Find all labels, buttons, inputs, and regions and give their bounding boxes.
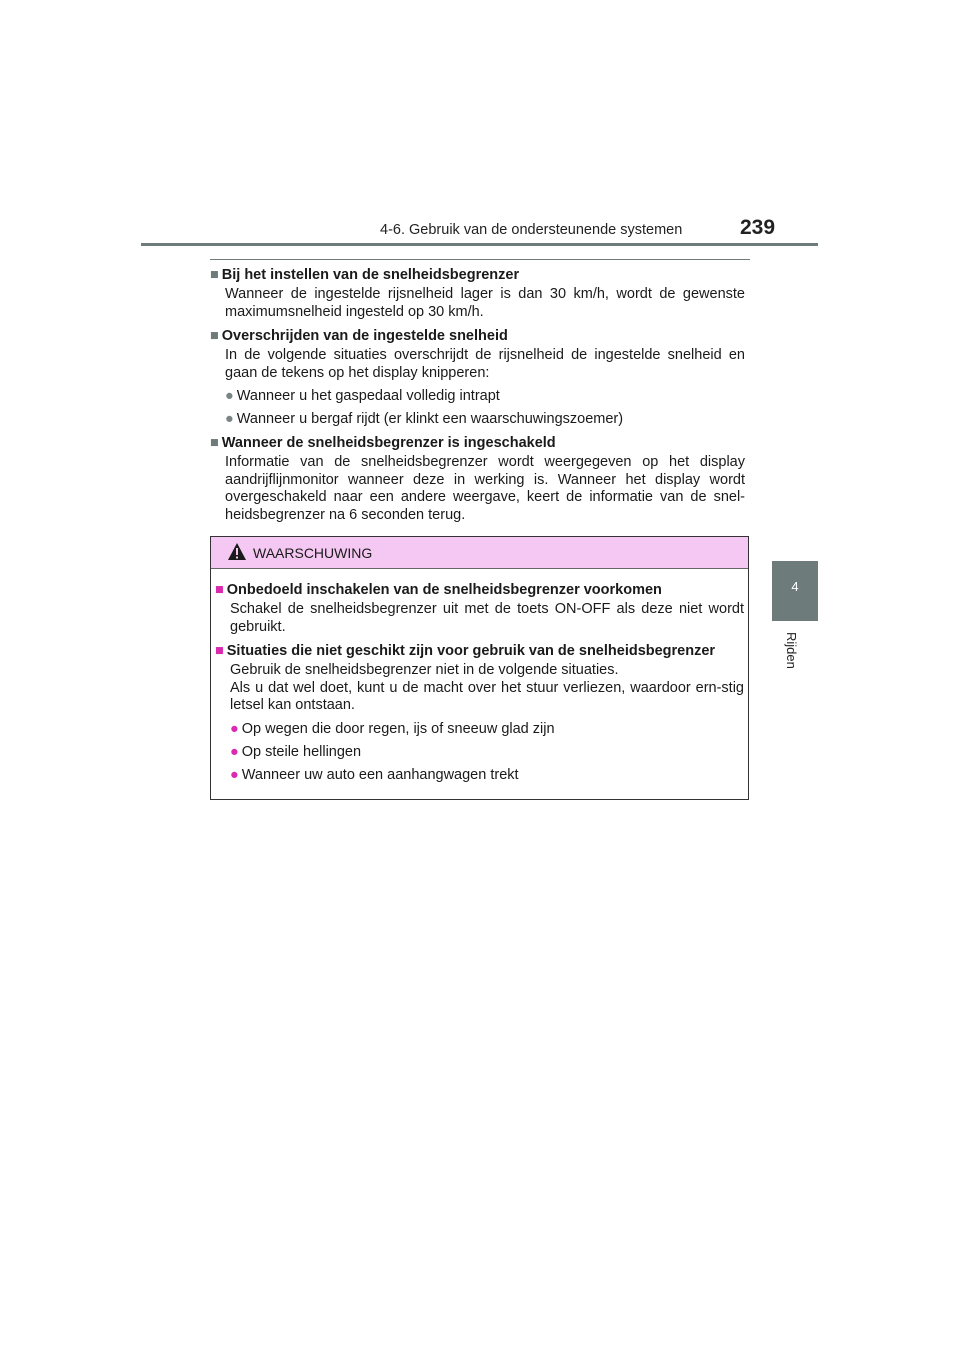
warning-triangle-icon — [227, 542, 247, 564]
chapter-number: 4 — [791, 579, 799, 594]
chapter-tab — [772, 561, 818, 621]
list-item: ● Op steile hellingen — [230, 743, 362, 760]
square-bullet-icon: ■ — [210, 435, 219, 451]
section-title: Wanneer de snelheidsbegrenzer is ingeschakeld — [221, 435, 556, 451]
bullet-list — [230, 720, 744, 784]
circle-bullet-icon: ● — [230, 720, 239, 737]
header-title: 4-6. Gebruik van de ondersteunende systemen — [380, 222, 683, 238]
list-item: ● Op wegen die door regen, ijs of sneeuw glad zijn — [230, 720, 555, 737]
warning-header — [211, 537, 748, 569]
content-rule — [210, 259, 750, 260]
warning-section — [215, 642, 744, 784]
circle-bullet-icon: ● — [225, 388, 234, 404]
circle-bullet-icon: ● — [230, 743, 239, 760]
section-setting-limiter — [210, 266, 745, 321]
warning-section — [215, 581, 744, 636]
circle-bullet-icon: ● — [230, 766, 239, 783]
warning-body — [211, 569, 748, 784]
list-item: ● Wanneer uw auto een aanhangwagen trekt — [230, 766, 519, 783]
section-title: Bij het instellen van de snelheidsbegrenzer — [221, 267, 520, 283]
warning-label: WAARSCHUWING — [253, 545, 373, 561]
square-bullet-icon: ■ — [215, 582, 224, 598]
section-title: Onbedoeld inschakelen van de snelheidsbegrenzer voorkomen — [226, 582, 662, 598]
section-exceeding-speed — [210, 327, 745, 428]
page-number: 239 — [740, 216, 776, 239]
section-body: Wanneer de ingestelde rijsnelheid lager is dan 30 km/h, wordt de gewenste maximumsnelheid ingesteld op 30 km/h. — [225, 286, 745, 320]
square-bullet-icon: ■ — [210, 267, 219, 283]
section-body: In de volgende situaties overschrijdt de rijsnelheid de ingestelde snelheid en gaan de tekens op het display knipperen: — [225, 347, 745, 381]
header-rule — [141, 243, 818, 246]
square-bullet-icon: ■ — [215, 643, 224, 659]
chapter-label: Rijden — [784, 632, 799, 669]
list-item: ● Wanneer u het gaspedaal volledig intrapt — [225, 388, 500, 404]
square-bullet-icon: ■ — [210, 328, 219, 344]
bullet-list — [225, 387, 745, 428]
section-title: Situaties die niet geschikt zijn voor gebruik van de snelheidsbegrenzer — [226, 643, 716, 659]
main-content — [210, 266, 745, 530]
section-limiter-enabled — [210, 434, 745, 524]
list-item: ● Wanneer u bergaf rijdt (er klinkt een waarschuwingszoemer) — [225, 411, 624, 427]
section-body: Gebruik de snelheidsbegrenzer niet in de volgende situaties. Als u dat wel doet, kunt u de macht over het stuur verliezen, waardoor ern-stig letsel kan ontstaan. — [230, 662, 744, 713]
section-body: Schakel de snelheidsbegrenzer uit met de toets ON-OFF als deze niet wordt gebruikt. — [230, 601, 744, 635]
circle-bullet-icon: ● — [225, 411, 234, 427]
warning-box — [210, 536, 749, 800]
section-body: Informatie van de snelheidsbegrenzer wordt weergegeven op het display aandrijflijnmonitor wanneer deze in werking is. Wanneer het display wordt overgeschakeld naar een andere weergave, keert de informatie van de snel-heidsbegrenzer na 6 seconden terug. — [225, 454, 745, 523]
section-title: Overschrijden van de ingestelde snelheid — [221, 328, 508, 344]
